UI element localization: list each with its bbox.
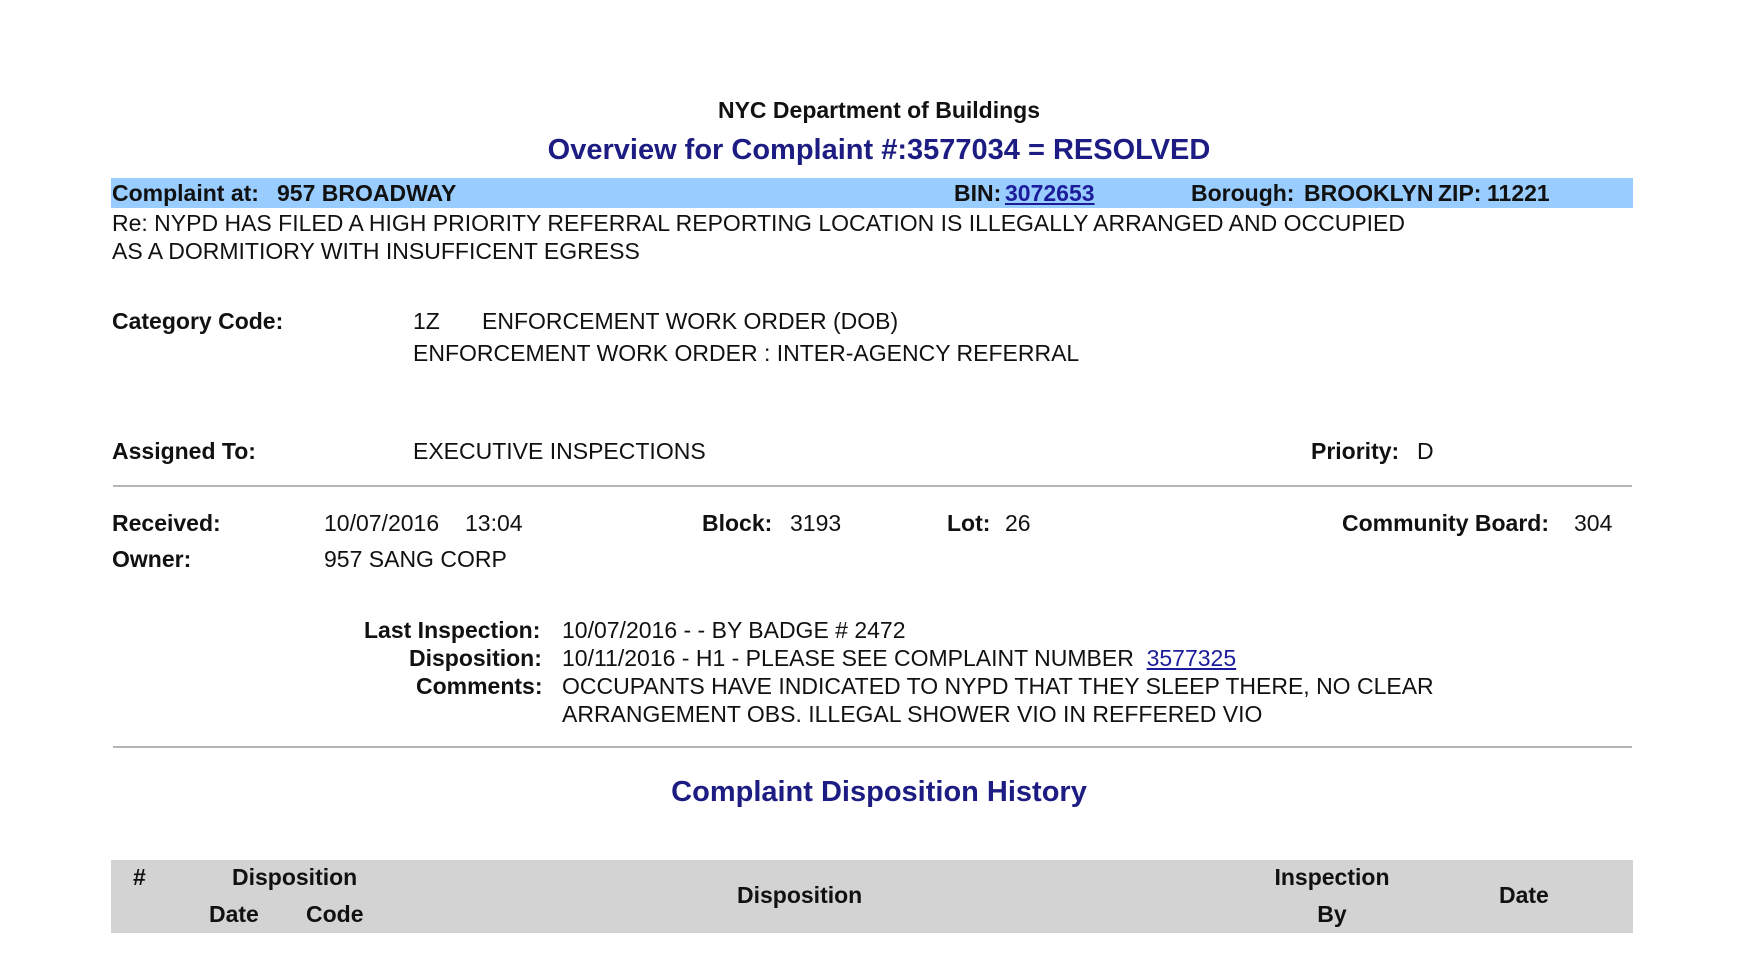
owner-value: 957 SANG CORP	[324, 546, 507, 572]
page-title: Overview for Complaint #:3577034 = RESOLVED	[547, 134, 1211, 166]
column-disposition: Disposition	[737, 882, 863, 908]
last-inspection-label: Last Inspection:	[364, 617, 541, 643]
comments-line-2: ARRANGEMENT OBS. ILLEGAL SHOWER VIO IN REFFERED VIO	[562, 701, 1263, 727]
category-name: ENFORCEMENT WORK ORDER (DOB)	[482, 308, 899, 334]
block-label: Block:	[702, 510, 773, 536]
complaint-address: 957 BROADWAY	[277, 180, 457, 206]
history-table-header	[111, 860, 1633, 933]
disposition-complaint-link[interactable]: 3577325	[1146, 645, 1237, 671]
priority-value: D	[1417, 438, 1434, 464]
disposition-text: 10/11/2016 - H1 - PLEASE SEE COMPLAINT NUMBER	[562, 645, 1134, 671]
received-time: 13:04	[465, 510, 523, 536]
agency-name: NYC Department of Buildings	[717, 97, 1040, 123]
borough-label: Borough:	[1191, 180, 1295, 206]
assigned-to-value: EXECUTIVE INSPECTIONS	[413, 438, 706, 464]
divider	[113, 746, 1632, 748]
disposition-value	[562, 645, 1236, 672]
block-value: 3193	[790, 510, 842, 536]
divider	[113, 485, 1632, 487]
lot-value: 26	[1005, 510, 1031, 536]
community-board-label: Community Board:	[1342, 510, 1549, 536]
zip-label: ZIP:	[1438, 180, 1482, 206]
disposition-label: Disposition:	[409, 645, 542, 671]
column-date: Date	[1499, 882, 1549, 908]
borough-value: BROOKLYN	[1304, 180, 1434, 206]
received-label: Received:	[112, 510, 221, 536]
column-disposition-code: Code	[306, 901, 364, 927]
complaint-address-bar	[111, 178, 1633, 208]
bin-label: BIN:	[954, 180, 1002, 206]
re-line-2: AS A DORMITIORY WITH INSUFFICENT EGRESS	[112, 238, 640, 264]
column-inspection-by-bottom: By	[1317, 901, 1347, 927]
priority-label: Priority:	[1311, 438, 1400, 464]
column-disposition-group: Disposition	[232, 864, 358, 890]
bin-link[interactable]: 3072653	[1005, 180, 1095, 206]
comments-label: Comments:	[416, 673, 543, 699]
last-inspection-value: 10/07/2016 - - BY BADGE # 2472	[562, 617, 906, 643]
received-date: 10/07/2016	[324, 510, 440, 536]
column-number: #	[133, 864, 146, 890]
re-line-1: Re: NYPD HAS FILED A HIGH PRIORITY REFERRAL REPORTING LOCATION IS ILLEGALLY ARRANGED AND OCCUPIED	[112, 210, 1406, 236]
community-board-value: 304	[1574, 510, 1613, 536]
category-code-label: Category Code:	[112, 308, 284, 334]
lot-label: Lot:	[947, 510, 991, 536]
history-title: Complaint Disposition History	[671, 776, 1087, 808]
category-description: ENFORCEMENT WORK ORDER : INTER-AGENCY REFERRAL	[413, 340, 1080, 366]
owner-label: Owner:	[112, 546, 192, 572]
column-disposition-date: Date	[209, 901, 259, 927]
comments-line-1: OCCUPANTS HAVE INDICATED TO NYPD THAT THEY SLEEP THERE, NO CLEAR	[562, 673, 1434, 699]
complaint-at-label: Complaint at:	[112, 180, 259, 206]
zip-value: 11221	[1487, 180, 1550, 206]
column-inspection-by-top: Inspection	[1274, 864, 1390, 890]
assigned-to-label: Assigned To:	[112, 438, 256, 464]
category-code: 1Z	[413, 308, 440, 334]
